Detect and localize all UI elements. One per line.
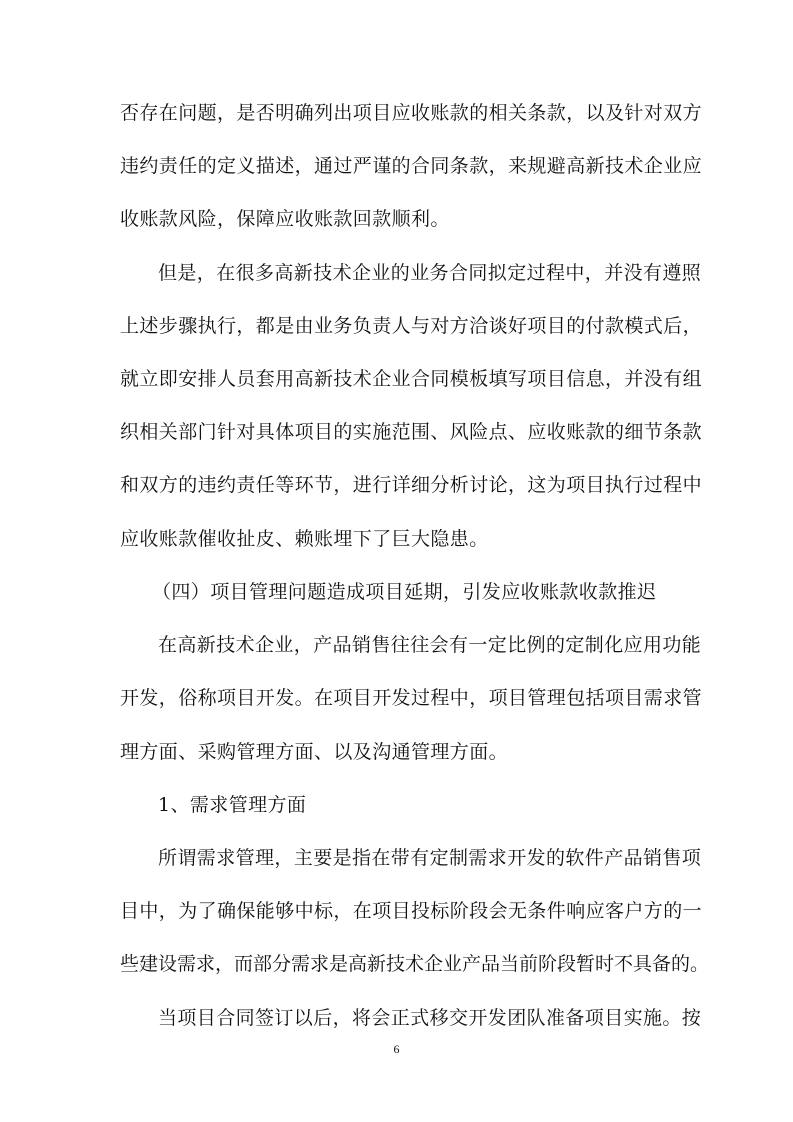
paragraph-line: 否存在问题，是否明确列出项目应收账款的相关条款，以及针对双方 xyxy=(120,102,703,124)
paragraph-line: 当项目合同签订以后，将会正式移交开发团队准备项目实施。按 xyxy=(158,1007,702,1029)
section-heading: （四）项目管理问题造成项目延期，引发应收账款收款推迟 xyxy=(152,581,657,603)
paragraph-line: 应收账款催收扯皮、赖账埋下了巨大隐患。 xyxy=(120,528,489,550)
paragraph-line: 理方面、采购管理方面、以及沟通管理方面。 xyxy=(120,741,509,763)
page-number: 6 xyxy=(393,1042,400,1056)
paragraph-line: 开发，俗称项目开发。在项目开发过程中，项目管理包括项目需求管 xyxy=(120,687,703,709)
paragraph-line: 和双方的违约责任等环节，进行详细分析讨论，这为项目执行过程中 xyxy=(120,474,703,496)
paragraph-line: 违约责任的定义描述，通过严谨的合同条款，来规避高新技术企业应 xyxy=(120,155,703,177)
subsection-heading: 1、需求管理方面 xyxy=(158,794,307,816)
paragraph-line: 些建设需求，而部分需求是高新技术企业产品当前阶段暂时不具备的。 xyxy=(120,953,710,975)
paragraph-line: 所谓需求管理，主要是指在带有定制需求开发的软件产品销售项 xyxy=(158,847,702,869)
paragraph-line: 就立即安排人员套用高新技术企业合同模板填写项目信息，并没有组 xyxy=(120,368,703,390)
paragraph-line: 目中，为了确保能够中标，在项目投标阶段会无条件响应客户方的一 xyxy=(120,900,703,922)
paragraph-line: 但是，在很多高新技术企业的业务合同拟定过程中，并没有遵照 xyxy=(158,262,702,284)
paragraph-line: 上述步骤执行，都是由业务负责人与对方洽谈好项目的付款模式后， xyxy=(120,315,703,337)
paragraph-line: 织相关部门针对具体项目的实施范围、风险点、应收账款的细节条款 xyxy=(120,421,703,443)
paragraph-line: 在高新技术企业，产品销售往往会有一定比例的定制化应用功能 xyxy=(158,634,702,656)
paragraph-line: 收账款风险，保障应收账款回款顺利。 xyxy=(120,208,450,230)
